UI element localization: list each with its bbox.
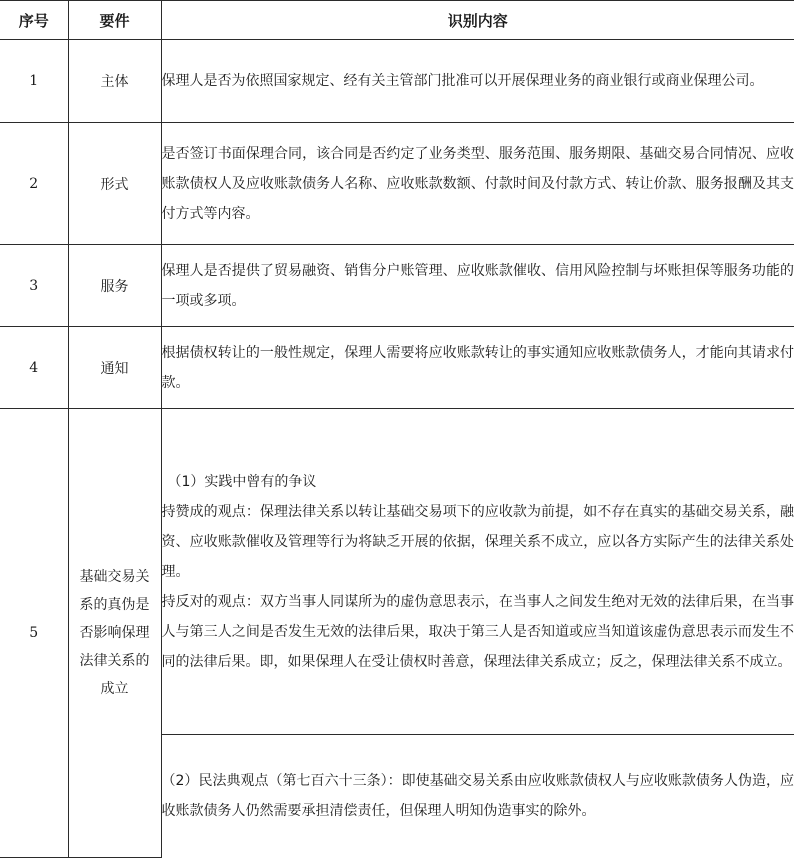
header-serial-number: 序号	[0, 1, 68, 40]
row-content: 保理人是否为依照国家规定、经有关主管部门批准可以开展保理业务的商业银行或商业保理公司。	[161, 40, 794, 123]
header-identification-content: 识别内容	[161, 1, 794, 40]
row-number: 3	[0, 245, 68, 327]
table-header-row	[0, 1, 794, 40]
row-content: 根据债权转让的一般性规定，保理人需要将应收账款转让的事实通知应收账款债务人，才能向其请求付款。	[161, 327, 794, 409]
row-content: 保理人是否提供了贸易融资、销售分户账管理、应收账款催收、信用风险控制与坏账担保等服务功能的一项或多项。	[161, 245, 794, 327]
row-content: 是否签订书面保理合同，该合同是否约定了业务类型、服务范围、服务期限、基础交易合同情况、应收账款债权人及应收账款债务人名称、应收账款数额、付款时间及付款方式、转让价款、服务报酬及其支付方式等内容。	[161, 123, 794, 245]
table-row	[0, 409, 794, 735]
row-number: 4	[0, 327, 68, 409]
table-row	[0, 327, 794, 409]
row-number: 5	[0, 409, 68, 858]
row-content-civil-code-view: （2）民法典观点（第七百六十三条）：即使基础交易关系由应收账款债权人与应收账款债务人伪造，应收账款债务人仍然需要承担清偿责任，但保理人明知伪造事实的除外。	[161, 735, 794, 858]
row-content-practice-dispute	[161, 409, 794, 735]
row-number: 1	[0, 40, 68, 123]
row-requirement: 主体	[68, 40, 161, 123]
row-requirement: 基础交易关系的真伪是否影响保理法律关系的成立	[68, 409, 161, 858]
opposing-view-paragraph: 持反对的观点：双方当事人同谋所为的虚伪意思表示，在当事人之间发生绝对无效的法律后果，在当事人与第三人之间是否发生无效的法律后果，取决于第三人是否知道或应当知道该虚伪意思表示而发生不同的法律后果。即，如果保理人在受让债权时善意，保理法律关系成立；反之，保理法律关系不成立。	[162, 587, 794, 677]
table-row	[0, 123, 794, 245]
row-requirement: 通知	[68, 327, 161, 409]
dispute-heading: （1）实践中曾有的争议	[162, 467, 794, 497]
supporting-view-paragraph: 持赞成的观点：保理法律关系以转让基础交易项下的应收款为前提，如不存在真实的基础交易关系，融资、应收账款催收及管理等行为将缺乏开展的依据，保理关系不成立，应以各方实际产生的法律关系处理。	[162, 497, 794, 587]
table-row	[0, 40, 794, 123]
table-row	[0, 245, 794, 327]
header-requirement: 要件	[68, 1, 161, 40]
row-number: 2	[0, 123, 68, 245]
row-requirement: 服务	[68, 245, 161, 327]
row-requirement: 形式	[68, 123, 161, 245]
